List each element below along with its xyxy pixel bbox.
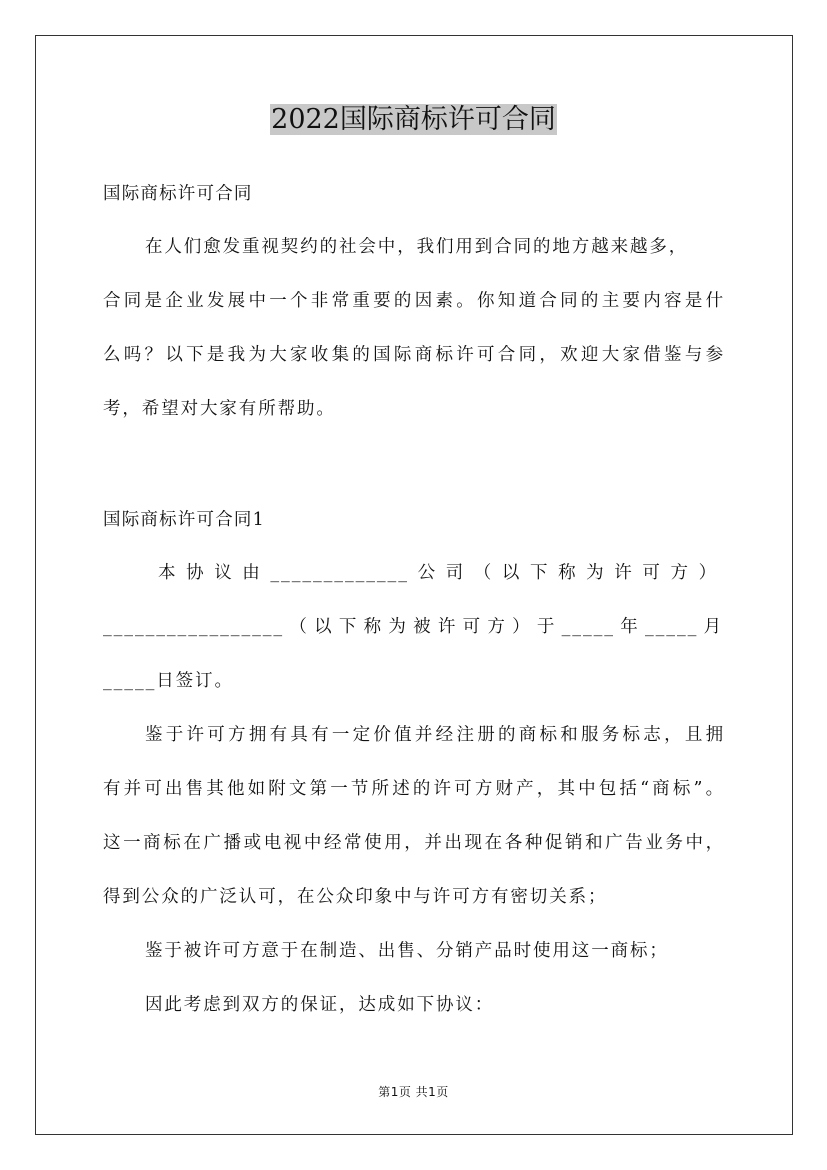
document-title xyxy=(0,100,827,140)
main-heading: 国际商标许可合同 xyxy=(103,184,253,204)
whereas-1-line-1: 鉴于许可方拥有具有一定价值并经注册的商标和服务标志，且拥 xyxy=(145,725,725,745)
contract-1-heading: 国际商标许可合同1 xyxy=(103,510,265,530)
whereas-1-line-4: 得到公众的广泛认可，在公众印象中与许可方有密切关系； xyxy=(103,887,608,907)
agreement-line-2: _________________（以下称为被许可方）于_____年_____月 xyxy=(103,617,723,637)
therefore-clause: 因此考虑到双方的保证，达成如下协议： xyxy=(145,995,495,1015)
whereas-2: 鉴于被许可方意于在制造、出售、分销产品时使用这一商标； xyxy=(145,941,669,961)
intro-line-3: 么吗？以下是我为大家收集的国际商标许可合同，欢迎大家借鉴与参 xyxy=(103,345,725,365)
agreement-line-3: _____日签订。 xyxy=(103,671,234,691)
agreement-line-1: 本协议由_____________公司（以下称为许可方） xyxy=(158,563,718,583)
whereas-1-line-3: 这一商标在广播或电视中经常使用，并出现在各种促销和广告业务中， xyxy=(103,833,725,853)
page-footer: 第1页 共1页 xyxy=(378,1085,449,1099)
intro-line-1: 在人们愈发重视契约的社会中，我们用到合同的地方越来越多， xyxy=(145,237,689,257)
whereas-1-line-2: 有并可出售其他如附文第一节所述的许可方财产，其中包括“商标”。 xyxy=(103,779,725,799)
intro-line-4: 考，希望对大家有所帮助。 xyxy=(103,399,336,419)
document-title-text: 2022国际商标许可合同 xyxy=(271,104,556,135)
intro-line-2: 合同是企业发展中一个非常重要的因素。你知道合同的主要内容是什 xyxy=(103,291,725,311)
